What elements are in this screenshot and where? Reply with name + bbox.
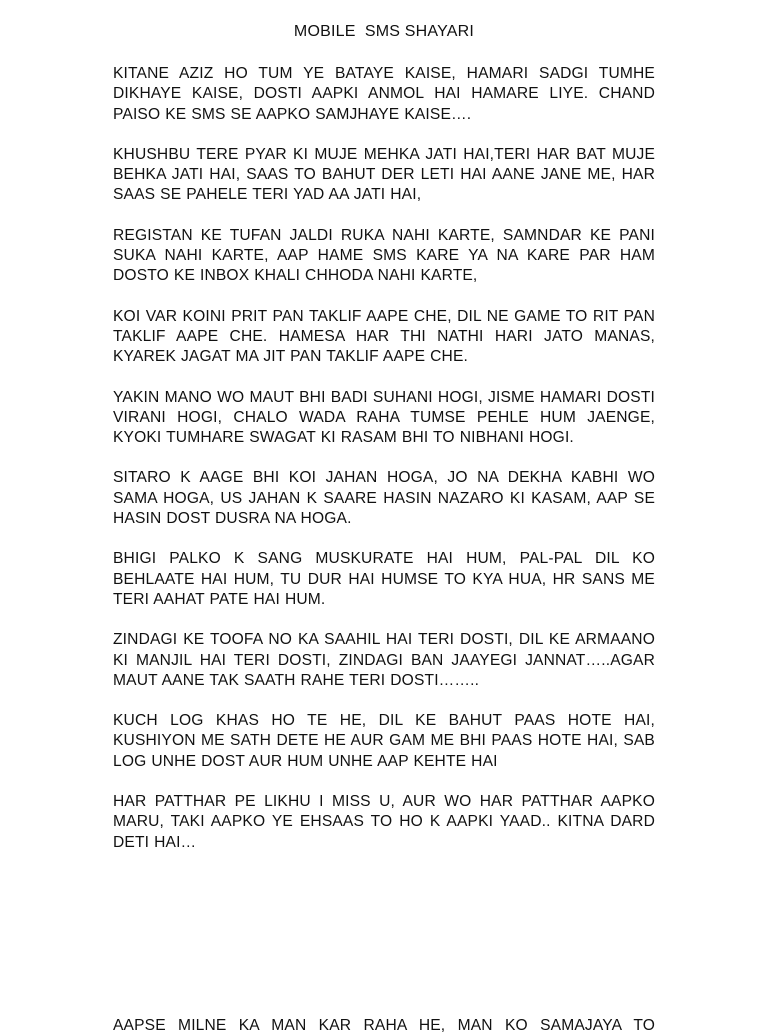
shayari-paragraph: KUCH LOG KHAS HO TE HE, DIL KE BAHUT PAAS HOTE HAI, KUSHIYON ME SATH DETE HE AUR GAM ME BHI PAAS HOTE HAI, SAB LOG UNHE DOST AUR HUM UNHE AAP KEHTE HAI (113, 712, 655, 770)
shayari-paragraph: REGISTAN KE TUFAN JALDI RUKA NAHI KARTE, SAMNDAR KE PANI SUKA NAHI KARTE, AAP HAME SMS KARE YA NA KARE PAR HAM DOSTO KE INBOX KHALI CHHODA NAHI KARTE, (113, 226, 655, 285)
shayari-paragraph: YAKIN MANO WO MAUT BHI BADI SUHANI HOGI, JISME HAMARI DOSTI VIRANI HOGI, CHALO WADA RAHA TUMSE PEHLE HUM JAENGE, KYOKI TUMHARE SWAGAT KI RASAM BHI TO NIBHANI HOGI. (113, 388, 655, 447)
shayari-paragraph: BHIGI PALKO K SANG MUSKURATE HAI HUM, PAL-PAL DIL KO BEHLAATE HAI HUM, TU DUR HAI HUMSE TO KYA HUA, HR SANS ME TERI AAHAT PATE HAI HUM. (113, 550, 655, 608)
shayari-paragraph: HAR PATTHAR PE LIKHU I MISS U, AUR WO HAR PATTHAR AAPKO MARU, TAKI AAPKO YE EHSAAS TO HO K AAPKI YAAD.. KITNA DARD DETI HAI… (113, 793, 655, 851)
document-title: MOBILE SMS SHAYARI (293, 23, 475, 40)
shayari-paragraph: KOI VAR KOINI PRIT PAN TAKLIF AAPE CHE, DIL NE GAME TO RIT PAN TAKLIF AAPE CHE. HAMESA HAR THI NATHI HARI JATO MANAS, KYAREK JAGAT MA JIT PAN TAKLIF AAPE CHE. (113, 307, 655, 366)
shayari-paragraph: KHUSHBU TERE PYAR KI MUJE MEHKA JATI HAI,TERI HAR BAT MUJE BEHKA JATI HAI, SAAS TO BAHUT DER LETI HAI AANE JANE ME, HAR SAAS SE PAHELE TERI YAD AA JATI HAI, (113, 145, 655, 204)
cutoff-text-line: AAPSE MILNE KA MAN KAR RAHA HE, MAN KO SAMAJAYA TO (113, 1017, 655, 1034)
shayari-paragraph: KITANE AZIZ HO TUM YE BATAYE KAISE, HAMARI SADGI TUMHE DIKHAYE KAISE, DOSTI AAPKI ANMOL HAI HAMARE LIYE. CHAND PAISO KE SMS SE AAPKO SAMJHAYE KAISE…. (113, 65, 655, 123)
shayari-paragraph: ZINDAGI KE TOOFA NO KA SAAHIL HAI TERI DOSTI, DIL KE ARMAANO KI MANJIL HAI TERI DOSTI, ZINDAGI BAN JAAYEGI JANNAT…..AGAR MAUT AANE TAK SAATH RAHE TERI DOSTI…….. (113, 631, 655, 689)
shayari-paragraph: SITARO K AAGE BHI KOI JAHAN HOGA, JO NA DEKHA KABHI WO SAMA HOGA, US JAHAN K SAARE HASIN NAZARO KI KASAM, AAP SE HASIN DOST DUSRA NA HOGA. (113, 469, 655, 528)
document-body (113, 64, 655, 853)
